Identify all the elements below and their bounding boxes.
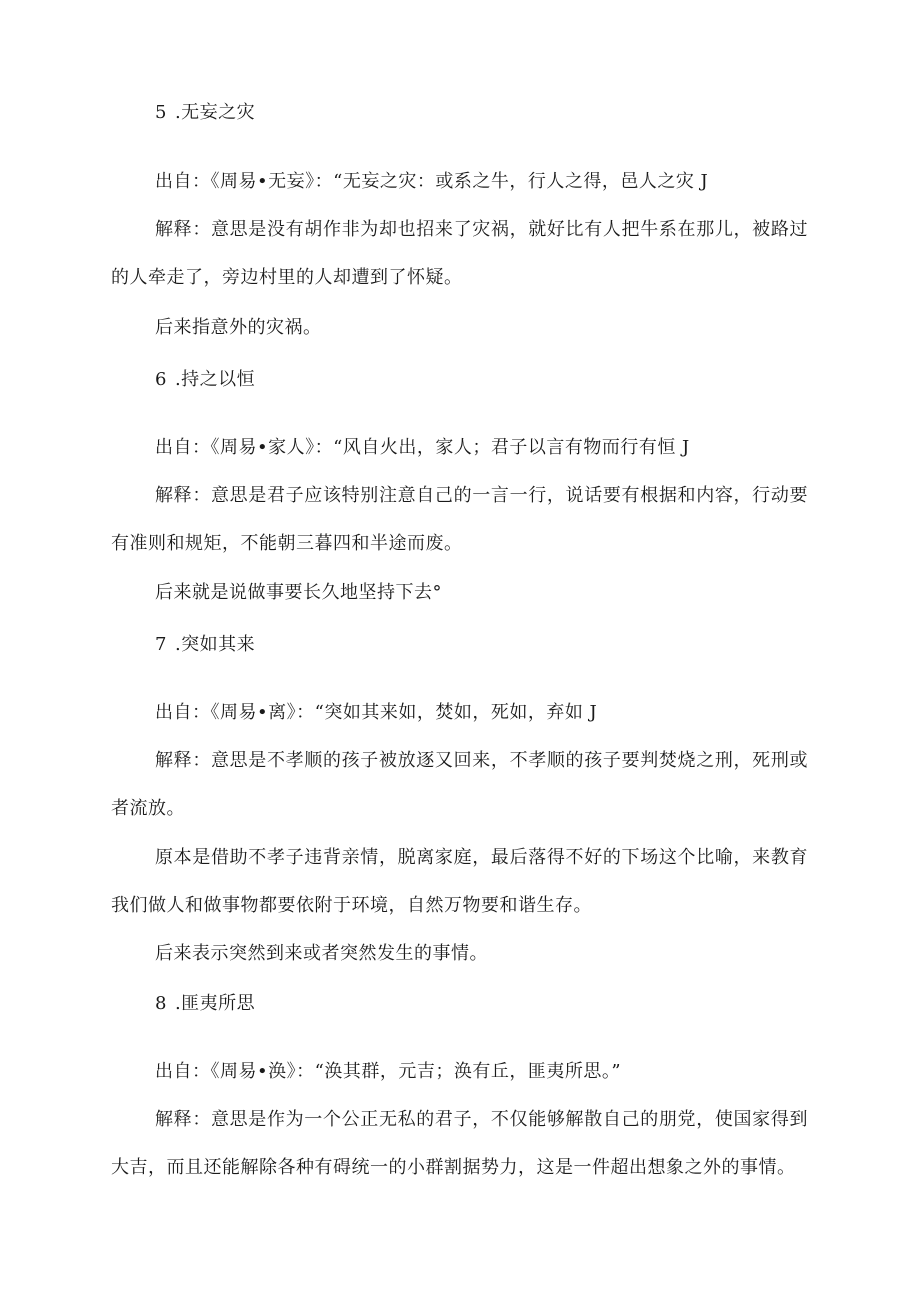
section-6-explanation-line-1: 解释：意思是君子应该特别注意自己的一言一行，说话要有根据和内容，行动要 xyxy=(155,485,808,506)
section-8-source: 出自：《周易•涣》：“涣其群，元吉；涣有丘，匪夷所思。” xyxy=(155,1061,622,1082)
section-7-explanation-line-2: 者流放。 xyxy=(111,798,185,819)
section-number: 5 xyxy=(155,102,167,123)
section-7-explanation-line-1: 解释：意思是不孝顺的孩子被放逐又回来，不孝顺的孩子要判焚烧之刑，死刑或 xyxy=(155,750,808,771)
section-8-explanation-line-2: 大吉，而且还能解除各种有碍统一的小群割据势力，这是一件超出想象之外的事情。 xyxy=(111,1157,796,1178)
section-6-heading xyxy=(155,368,255,392)
section-7-original-line-2: 我们做人和做事物都要依附于环境，自然万物要和谐生存。 xyxy=(111,895,592,916)
section-7-later: 后来表示突然到来或者突然发生的事情。 xyxy=(155,943,488,964)
section-5-source: 出自：《周易•无妄》：“无妄之灾：或系之牛，行人之得，邑人之灾 J xyxy=(155,171,709,192)
section-5-later: 后来指意外的灾祸。 xyxy=(155,317,322,338)
section-7-heading xyxy=(155,633,255,657)
section-number: 6 xyxy=(155,369,167,390)
section-5-explanation-line-1: 解释：意思是没有胡作非为却也招来了灾祸，就好比有人把牛系在那儿，被路过 xyxy=(155,219,808,240)
section-title: .持之以恒 xyxy=(174,369,256,390)
section-6-source: 出自：《周易•家人》：“风自火出，家人；君子以言有物而行有恒 J xyxy=(155,437,690,458)
section-5-explanation-line-2: 的人牵走了，旁边村里的人却遭到了怀疑。 xyxy=(111,267,463,288)
section-title: .突如其来 xyxy=(174,634,256,655)
section-title: .无妄之灾 xyxy=(174,102,256,123)
section-7-original-line-1: 原本是借助不孝子违背亲情，脱离家庭，最后落得不好的下场这个比喻，来教育 xyxy=(155,847,808,868)
section-8-heading xyxy=(155,992,255,1016)
section-7-source: 出自：《周易•离》：“突如其来如，焚如，死如，弃如 J xyxy=(155,702,598,723)
section-5-heading xyxy=(155,101,255,125)
section-number: 7 xyxy=(155,634,167,655)
section-number: 8 xyxy=(155,993,167,1014)
section-8-explanation-line-1: 解释：意思是作为一个公正无私的君子，不仅能够解散自己的朋党，使国家得到 xyxy=(155,1109,808,1130)
section-title: .匪夷所思 xyxy=(174,993,256,1014)
section-6-explanation-line-2: 有准则和规矩，不能朝三暮四和半途而废。 xyxy=(111,533,463,554)
section-6-later: 后来就是说做事要长久地坚持下去° xyxy=(155,582,442,603)
